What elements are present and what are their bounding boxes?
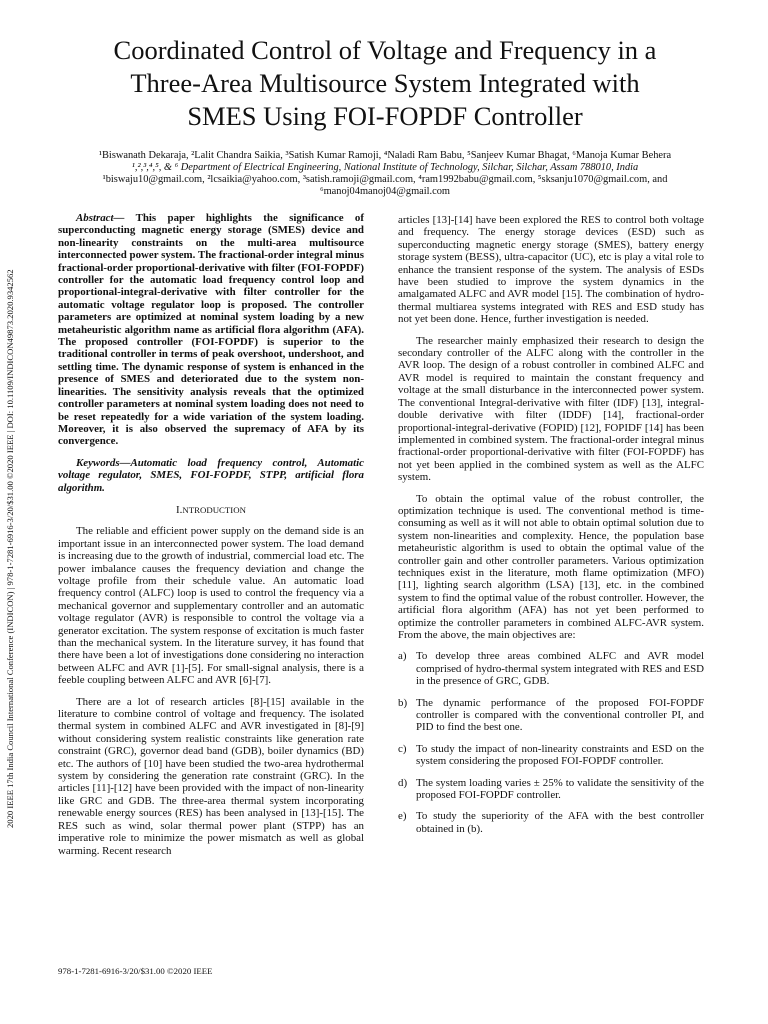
authors-line: ¹Biswanath Dekaraja, ²Lalit Chandra Saikia, ³Satish Kumar Ramoji, ⁴Naladi Ram Babu, ⁵Sanjeev Kumar Bhagat, ⁶Manoja Kumar Behera <box>98 150 672 161</box>
emails-line-1: ¹biswaju10@gmail.com, ²lcsaikia@yahoo.com, ³satish.ramoji@gmail.com, ⁴ram1992babu@gmail.com, ⁵sksanju1070@gmail.com, and <box>102 174 668 185</box>
left-column <box>58 212 364 866</box>
intro-paragraph-3: articles [13]-[14] have been explored the RES to control both voltage and frequency. The energy storage devices (ESD) such as superconducting magnetic energy storage (SMES), battery energy storage system (BESS), ultra-capacitor (UC), etc is play a vital role to enhance the transient response of the system. The analysis of ESDs have been studied to improve the system dynamics in the amalgamated ALFC and AVR model [15]. The combination of hydro-thermal multiarea systems integrated with RES and ESD study has not yet been done. Hence, further investigation is needed. <box>398 214 704 326</box>
side-note-ieee-doi: 2020 IEEE 17th India Council International Conference (INDICON) | 978-1-7281-6916-3/20/$31.00 ©2020 IEEE | DOI: 10.1109/INDICON49873.2020.9342562 <box>5 269 15 828</box>
objective-item <box>398 650 704 687</box>
author-block <box>40 150 730 198</box>
objective-text: To study the impact of non-linearity constraints and ESD on the system considering the proposed FOI-FOPDF controller. <box>416 742 704 768</box>
objective-marker: b) <box>398 696 408 709</box>
objective-text: The dynamic performance of the proposed FOI-FOPDF controller is compared with the conventional controller PI, and PID to find the best one. <box>416 696 704 734</box>
objective-marker: e) <box>398 810 407 823</box>
keywords: Keywords—Automatic load frequency control, Automatic voltage regulator, SMES, FOI-FOPDF, STPP, artificial flora algorithm. <box>58 456 364 494</box>
abstract-text: This paper highlights the significance of superconducting magnetic energy storage (SMES) device and non-linearity constraints on the multi-area multisource interconnected power system. The fractional-order integral minus fractional-order proportional-derivative with filter (FOI-FOPDF) controller for the automatic load frequency control loop and proportional-integral-derivative with filter controller for the automatic voltage regulator loop is proposed. The controller parameters are optimized at nominal system loading by a new metaheuristic algorithm name as artificial flora algorithm (AFA). The proposed controller (FOI-FOPDF) is superior to the traditional controller in terms of peak overshoot, undershoot, and settling time. The dynamic response of system is enhanced in the presence of SMES and deteriorated due to the system non-linearities. The sensitivity analysis reveals that the optimized controller parameters at nominal system loading does not need to be reset repeatedly for a wide variation of the system loading. Moreover, it is also observed the supremacy of AFA by its convergence. <box>58 212 364 448</box>
emails-line-2: ⁶manoj04manoj04@gmail.com <box>319 186 451 197</box>
objective-text: To develop three areas combined ALFC and AVR model comprised of hydro-thermal system integrated with RES and ESD in the presence of GRC, GDB. <box>416 650 704 688</box>
intro-paragraph-5: To obtain the optimal value of the robust controller, the optimization technique is used. The conventional method is time-consuming as well as it will not able to obtain optimal solution due to system non-linearities and complexity. Hence, the population base metaheuristic algorithm is used to obtain the optimal value of the controller gain and other controller parameters. Various optimization techniques exist in the literature, moth flame optimization (MFO) [11], lighting search algorithm (LSA) [13], etc. in the combined system to find the optimal value of the robust controller. However, the artificial flora algorithm (AFA) has not yet been performed to optimize the controller parameters in combined ALFC-AVR system. From the above, the main objectives are: <box>398 492 704 641</box>
objective-marker: c) <box>398 742 407 755</box>
objective-text: To study the superiority of the AFA with the best controller obtained in (b). <box>416 810 704 835</box>
objective-item <box>398 743 704 768</box>
title-line-2: Three-Area Multisource System Integrated with <box>130 68 640 98</box>
abstract-lead: Abstract— <box>76 212 125 224</box>
objective-item <box>398 810 704 835</box>
abstract <box>58 212 364 448</box>
affiliation-line: ¹,²,³,⁴,⁵, & ⁶ Department of Electrical Engineering, National Institute of Technology, Silchar, Silchar, Assam 788010, India <box>131 162 639 173</box>
intro-paragraph-4: The researcher mainly emphasized their research to design the secondary controller of the ALFC along with the controller in the AVR loop. The design of a robust controller in combined ALFC and AVR model is required to maintain the constant frequency and voltage at the small disturbance in the interconnected power system. The conventional Integral-derivative with filter (IDF) [13], integral-double derivative with filter (IDDF) [14], fractional-order proportional-integral-derivative (FOPID) [12], FOPIDF [14] has been implemented in combined system. The fractional-order integral minus fractional-order proportional-derivative with filter (FOI-FOPDF) has not yet been applied in the combined system as well as the ALFC system. <box>398 334 704 484</box>
section-title: NTRODUCTION <box>182 504 246 515</box>
objective-item <box>398 697 704 734</box>
intro-paragraph-2: There are a lot of research articles [8]-[15] available in the literature to combine control of voltage and frequency. The isolated thermal system in combined ALFC and AVR investigated in [8]-[9] without considering system realistic constraints like generation rate constraint (GRC), governor dead band (GDB), boiler dynamics (BD) etc. The authors of [10] have been studied the two-area hydrothermal system by considering the generation rate constraint (GRC). In the articles [11]-[12] have been provided with the impact of non-linearity like GRC and GDB. The three-area thermal system incorporating renewable energy sources (RES) has been analysed in [13]-[15]. The RES such as wind, solar thermal power plant (STPP) has an imperative role to minimize the power mismatch as well as global warming. Recent research <box>58 695 364 857</box>
footer-copyright: 978-1-7281-6916-3/20/$31.00 ©2020 IEEE <box>58 966 213 976</box>
title-line-3: SMES Using FOI-FOPDF Controller <box>187 101 583 131</box>
intro-paragraph-1: The reliable and efficient power supply on the demand side is an important issue in an interconnected power system. The load demand is increasing due to the growth of industrial, commercial load etc. The power imbalance causes the frequency deviation and change the voltage profile from their schedule value. An automatic load frequency control (ALFC) loop is used to control the frequency via a mechanical governor and supplementary controller and an automatic voltage regulator (AVR) is responsible to control the voltage via a generator excitation. The system response of excitation is much faster than the mechanical system. In the literature survey, it has found that there have been a lot of investigations done considering no interaction between ALFC and AVR [1]-[5]. For small-signal analysis, there is a feeble coupling between ALFC and AVR [6]-[7]. <box>58 525 364 687</box>
section-number: I. <box>176 503 183 516</box>
objective-item <box>398 777 704 802</box>
section-heading-introduction <box>58 504 364 516</box>
objective-marker: a) <box>398 650 407 663</box>
paper-title <box>40 34 730 133</box>
title-line-1: Coordinated Control of Voltage and Frequency in a <box>113 35 657 65</box>
objective-text: The system loading varies ± 25% to validate the sensitivity of the proposed FOI-FOPDF controller. <box>416 776 704 802</box>
objective-marker: d) <box>398 776 408 789</box>
right-column <box>398 214 704 844</box>
